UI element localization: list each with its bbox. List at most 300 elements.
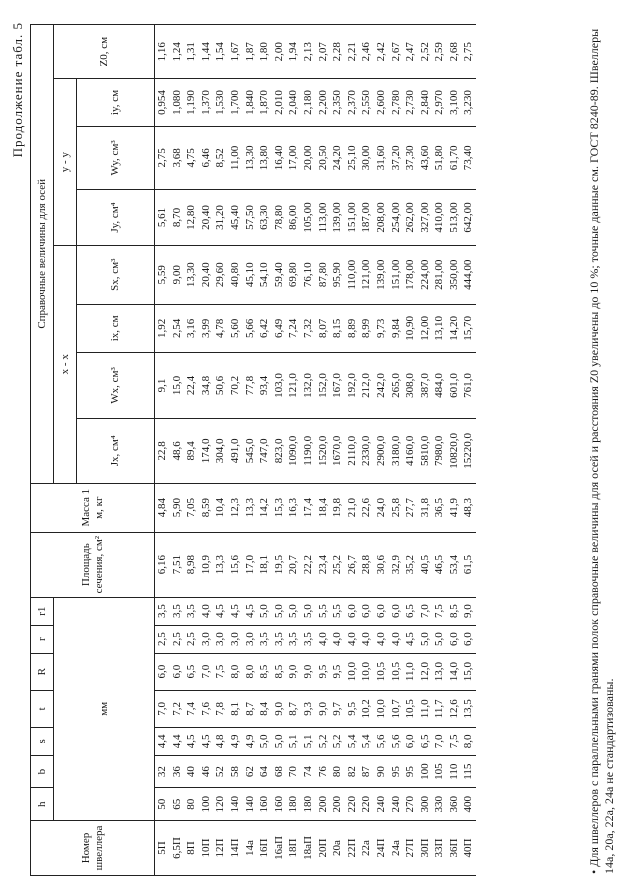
table-cell: 6,0 — [374, 597, 389, 625]
table-cell: 22,2 — [301, 532, 316, 597]
table-cell: 2330,0 — [359, 418, 374, 483]
header-area: Площадь сечения, см² — [31, 532, 155, 597]
table-cell: 10,5 — [403, 690, 418, 727]
table-cell: 2,550 — [359, 79, 374, 126]
table-cell: 350,00 — [447, 245, 462, 304]
header-t: t — [31, 690, 54, 727]
table-cell: 80 — [330, 755, 345, 788]
table-cell: 4,5 — [199, 727, 214, 755]
table-cell: 1,80 — [257, 25, 272, 79]
table-cell: 151,00 — [389, 245, 404, 304]
table-cell: 10,5 — [374, 653, 389, 690]
table-cell: 8,4 — [257, 690, 272, 727]
table-cell: 10,0 — [345, 653, 360, 690]
table-cell: 10,5 — [389, 653, 404, 690]
table-cell: 10,2 — [359, 690, 374, 727]
table-cell: 121,00 — [359, 245, 374, 304]
table-cell: 58 — [228, 755, 243, 788]
table-cell: 5П — [155, 821, 170, 876]
table-cell: 76,10 — [301, 245, 316, 304]
table-cell: 2,730 — [403, 79, 418, 126]
header-Sx: Sx, см³ — [77, 245, 155, 304]
table-cell: 2,5 — [155, 625, 170, 653]
table-cell: 1670,0 — [330, 418, 345, 483]
table-cell: 1090,0 — [286, 418, 301, 483]
table-cell: 11,0 — [403, 653, 418, 690]
table-cell: 4,0 — [389, 625, 404, 653]
table-cell: 10,90 — [403, 304, 418, 352]
table-cell: 2,780 — [389, 79, 404, 126]
table-cell: 14а — [243, 821, 258, 876]
header-R: R — [31, 653, 54, 690]
table-cell: 139,00 — [330, 190, 345, 246]
table-cell: 18аП — [301, 821, 316, 876]
table-row — [199, 25, 214, 876]
table-cell: 29,60 — [213, 245, 228, 304]
table-cell: 46 — [199, 755, 214, 788]
table-cell: 240 — [374, 788, 389, 821]
table-cell: 16,40 — [272, 126, 287, 190]
table-cell: 13,10 — [432, 304, 447, 352]
table-cell: 220 — [345, 788, 360, 821]
table-cell: 6,5 — [418, 727, 433, 755]
table-cell: 8,5 — [272, 653, 287, 690]
table-cell: 11,00 — [228, 126, 243, 190]
table-cell: 12,80 — [184, 190, 199, 246]
table-cell: 20П — [316, 821, 331, 876]
table-cell: 4,0 — [359, 625, 374, 653]
header-Wy: Wy, см³ — [77, 126, 155, 190]
table-cell: 82 — [345, 755, 360, 788]
table-cell: 8,15 — [330, 304, 345, 352]
table-cell: 6,0 — [155, 653, 170, 690]
table-cell: 8,0 — [228, 653, 243, 690]
table-cell: 13,30 — [184, 245, 199, 304]
table-cell: 46,5 — [432, 532, 447, 597]
table-cell: 2,68 — [447, 25, 462, 79]
table-cell: 30,00 — [359, 126, 374, 190]
table-cell: 327,00 — [418, 190, 433, 246]
table-cell: 87,80 — [316, 245, 331, 304]
table-cell: 7,2 — [170, 690, 185, 727]
table-cell: 14П — [228, 821, 243, 876]
table-cell: 4,9 — [228, 727, 243, 755]
table-cell: 281,00 — [432, 245, 447, 304]
table-cell: 2,07 — [316, 25, 331, 79]
table-cell: 13,3 — [243, 483, 258, 532]
table-cell: 76 — [316, 755, 331, 788]
table-cell: 9,5 — [330, 653, 345, 690]
table-cell: 14,0 — [447, 653, 462, 690]
table-cell: 5,0 — [301, 597, 316, 625]
table-cell: 5,0 — [286, 597, 301, 625]
table-cell: 4160,0 — [403, 418, 418, 483]
table-cell: 2,200 — [316, 79, 331, 126]
table-cell: 1,44 — [199, 25, 214, 79]
header-number: Номер швеллера — [31, 821, 155, 876]
table-cell: 4,8 — [213, 727, 228, 755]
table-cell: 5,66 — [243, 304, 258, 352]
header-units-mm: мм — [54, 597, 155, 820]
table-cell: 6,0 — [170, 653, 185, 690]
table-cell: 24а — [389, 821, 404, 876]
table-cell: 8,7 — [243, 690, 258, 727]
table-cell: 8,0 — [461, 727, 476, 755]
table-cell: 1,67 — [228, 25, 243, 79]
table-cell: 3,99 — [199, 304, 214, 352]
table-cell: 160 — [257, 788, 272, 821]
table-cell: 7,0 — [432, 727, 447, 755]
table-cell: 140 — [228, 788, 243, 821]
table-cell: 9,0 — [301, 653, 316, 690]
table-cell: 2,13 — [301, 25, 316, 79]
table-cell: 32,9 — [389, 532, 404, 597]
table-cell: 2,600 — [374, 79, 389, 126]
table-cell: 139,00 — [374, 245, 389, 304]
table-cell: 10,0 — [374, 690, 389, 727]
table-cell: 48,6 — [170, 418, 185, 483]
table-cell: 300 — [418, 788, 433, 821]
table-cell: 9,0 — [316, 690, 331, 727]
table-cell: 1,190 — [184, 79, 199, 126]
table-cell: 31,60 — [374, 126, 389, 190]
table-cell: 360 — [447, 788, 462, 821]
table-cell: 1,700 — [228, 79, 243, 126]
header-b: b — [31, 755, 54, 788]
table-cell: 9,0 — [461, 597, 476, 625]
table-cell: 3,5 — [257, 625, 272, 653]
table-cell: 17,00 — [286, 126, 301, 190]
table-cell: 4,0 — [374, 625, 389, 653]
table-cell: 3,5 — [301, 625, 316, 653]
table-cell: 5,1 — [301, 727, 316, 755]
table-cell: 5,0 — [257, 597, 272, 625]
table-cell: 36,5 — [432, 483, 447, 532]
table-cell: 4,4 — [155, 727, 170, 755]
table-cell: 3,5 — [272, 625, 287, 653]
table-cell: 4,4 — [170, 727, 185, 755]
table-cell: 444,00 — [461, 245, 476, 304]
header-z0: Z0, см — [54, 25, 155, 79]
table-cell: 6,5 — [403, 597, 418, 625]
table-row — [330, 25, 345, 876]
table-cell: 5,0 — [257, 727, 272, 755]
table-cell: 103,0 — [272, 352, 287, 418]
header-r1: r1 — [31, 597, 54, 625]
table-cell: 2,75 — [155, 126, 170, 190]
table-cell: 6,0 — [447, 625, 462, 653]
table-cell: 3,0 — [228, 625, 243, 653]
table-cell: 50,6 — [213, 352, 228, 418]
table-cell: 2,5 — [184, 625, 199, 653]
table-cell: 5,60 — [228, 304, 243, 352]
table-cell: 823,0 — [272, 418, 287, 483]
table-cell: 8,0 — [243, 653, 258, 690]
table-cell: 642,00 — [461, 190, 476, 246]
table-cell: 2,840 — [418, 79, 433, 126]
table-cell: 2,47 — [403, 25, 418, 79]
table-cell: 40,5 — [418, 532, 433, 597]
table-cell: 4,5 — [243, 597, 258, 625]
table-row — [184, 25, 199, 876]
table-cell: 1,870 — [257, 79, 272, 126]
table-cell: 7,4 — [184, 690, 199, 727]
table-cell: 74 — [301, 755, 316, 788]
table-cell: 6,0 — [359, 597, 374, 625]
table-cell: 174,0 — [199, 418, 214, 483]
header-axis-x: x - x — [54, 245, 77, 483]
table-cell: 95,90 — [330, 245, 345, 304]
header-reference-values: Справочные величины для осей — [31, 25, 54, 484]
table-cell: 54,10 — [257, 245, 272, 304]
table-row — [345, 25, 360, 876]
header-ix: ix, см — [77, 304, 155, 352]
table-cell: 3,0 — [213, 625, 228, 653]
table-cell: 4,0 — [199, 597, 214, 625]
table-cell: 7,0 — [199, 653, 214, 690]
table-cell: 15,70 — [461, 304, 476, 352]
table-cell: 20а — [330, 821, 345, 876]
table-cell: 160 — [272, 788, 287, 821]
table-cell: 121,0 — [286, 352, 301, 418]
table-cell: 2,010 — [272, 79, 287, 126]
table-cell: 2,46 — [359, 25, 374, 79]
table-cell: 53,4 — [447, 532, 462, 597]
table-cell: 10,9 — [199, 532, 214, 597]
table-cell: 20,40 — [199, 245, 214, 304]
table-cell: 2,75 — [461, 25, 476, 79]
table-cell: 34,8 — [199, 352, 214, 418]
table-cell: 18П — [286, 821, 301, 876]
table-cell: 11,7 — [432, 690, 447, 727]
table-cell: 7,0 — [155, 690, 170, 727]
table-cell: 3,68 — [170, 126, 185, 190]
table-cell: 22П — [345, 821, 360, 876]
table-cell: 2,350 — [330, 79, 345, 126]
table-cell: 9,1 — [155, 352, 170, 418]
table-cell: 5,61 — [155, 190, 170, 246]
table-row — [461, 25, 476, 876]
table-cell: 400 — [461, 788, 476, 821]
table-cell: 5,0 — [432, 625, 447, 653]
table-cell: 25,2 — [330, 532, 345, 597]
table-cell: 410,00 — [432, 190, 447, 246]
table-cell: 220 — [359, 788, 374, 821]
table-cell: 110 — [447, 755, 462, 788]
table-cell: 8,1 — [228, 690, 243, 727]
table-cell: 6,49 — [272, 304, 287, 352]
table-cell: 2,370 — [345, 79, 360, 126]
table-cell: 6,42 — [257, 304, 272, 352]
table-cell: 6,0 — [461, 625, 476, 653]
table-cell: 254,00 — [389, 190, 404, 246]
table-cell: 7,5 — [447, 727, 462, 755]
table-cell: 22,8 — [155, 418, 170, 483]
table-cell: 12П — [213, 821, 228, 876]
header-mass: Масса 1 м, кг — [31, 483, 155, 532]
table-cell: 52 — [213, 755, 228, 788]
table-cell: 9,7 — [330, 690, 345, 727]
table-cell: 95 — [389, 755, 404, 788]
table-cell: 37,30 — [403, 126, 418, 190]
table-cell: 2,28 — [330, 25, 345, 79]
table-cell: 167,0 — [330, 352, 345, 418]
table-cell: 12,3 — [228, 483, 243, 532]
table-cell: 61,70 — [447, 126, 462, 190]
table-cell: 15,6 — [228, 532, 243, 597]
table-cell: 10,7 — [389, 690, 404, 727]
table-cell: 105 — [432, 755, 447, 788]
table-row — [213, 25, 228, 876]
table-cell: 10820,0 — [447, 418, 462, 483]
table-cell: 9,5 — [316, 653, 331, 690]
table-cell: 5810,0 — [418, 418, 433, 483]
table-cell: 13,30 — [243, 126, 258, 190]
table-cell: 26,7 — [345, 532, 360, 597]
table-cell: 20,7 — [286, 532, 301, 597]
table-cell: 2,5 — [170, 625, 185, 653]
table-cell: 3,5 — [184, 597, 199, 625]
table-cell: 9,0 — [272, 690, 287, 727]
table-cell: 2900,0 — [374, 418, 389, 483]
table-cell: 178,00 — [403, 245, 418, 304]
table-cell: 5,4 — [359, 727, 374, 755]
table-cell: 30,6 — [374, 532, 389, 597]
table-cell: 45,10 — [243, 245, 258, 304]
table-cell: 16П — [257, 821, 272, 876]
table-cell: 6,5 — [184, 653, 199, 690]
table-cell: 5,5 — [330, 597, 345, 625]
table-cell: 1,31 — [184, 25, 199, 79]
table-cell: 18,1 — [257, 532, 272, 597]
table-cell: 4,84 — [155, 483, 170, 532]
table-cell: 200 — [330, 788, 345, 821]
table-row — [272, 25, 287, 876]
table-cell: 151,00 — [345, 190, 360, 246]
table-cell: 61,5 — [461, 532, 476, 597]
table-cell: 180 — [301, 788, 316, 821]
table-cell: 70 — [286, 755, 301, 788]
table-cell: 212,0 — [359, 352, 374, 418]
table-cell: 1,24 — [170, 25, 185, 79]
table-cell: 484,0 — [432, 352, 447, 418]
table-cell: 187,00 — [359, 190, 374, 246]
table-cell: 6,46 — [199, 126, 214, 190]
table-row — [374, 25, 389, 876]
table-cell: 15,0 — [170, 352, 185, 418]
table-cell: 78,80 — [272, 190, 287, 246]
table-cell: 20,40 — [199, 190, 214, 246]
table-cell: 13,0 — [432, 653, 447, 690]
table-cell: 16,3 — [286, 483, 301, 532]
table-cell: 5,6 — [389, 727, 404, 755]
table-cell: 15,3 — [272, 483, 287, 532]
table-cell: 5,0 — [272, 727, 287, 755]
table-cell: 2,67 — [389, 25, 404, 79]
table-cell: 14,2 — [257, 483, 272, 532]
table-cell: 95 — [403, 755, 418, 788]
table-cell: 7,0 — [418, 597, 433, 625]
table-cell: 9,5 — [345, 690, 360, 727]
table-cell: 7,5 — [213, 653, 228, 690]
table-cell: 2,00 — [272, 25, 287, 79]
table-cell: 19,5 — [272, 532, 287, 597]
table-row — [155, 25, 170, 876]
table-cell: 6,0 — [403, 727, 418, 755]
table-cell: 17,4 — [301, 483, 316, 532]
table-row — [418, 25, 433, 876]
table-cell: 5,1 — [286, 727, 301, 755]
table-row — [286, 25, 301, 876]
table-cell: 7,8 — [213, 690, 228, 727]
footnote: • Для швеллеров с параллельными гранями полок справочные величины для осей и расстояния Z0 увеличены до 10 %; точные данные см. ГОСТ 8240-89. Швеллеры 14а, 20а, 22а, 24а не стандартизованы. — [587, 28, 616, 874]
table-cell: 24П — [374, 821, 389, 876]
table-cell: 3,5 — [286, 625, 301, 653]
table-cell: 152,0 — [316, 352, 331, 418]
table-cell: 113,00 — [316, 190, 331, 246]
table-cell: 387,0 — [418, 352, 433, 418]
table-cell: 4,5 — [228, 597, 243, 625]
table-cell: 51,80 — [432, 126, 447, 190]
table-cell: 1520,0 — [316, 418, 331, 483]
table-cell: 8,70 — [170, 190, 185, 246]
table-cell: 73,40 — [461, 126, 476, 190]
table-cell: 50 — [155, 788, 170, 821]
table-cell: 2,54 — [170, 304, 185, 352]
table-cell: 100 — [418, 755, 433, 788]
table-cell: 132,0 — [301, 352, 316, 418]
table-cell: 200 — [316, 788, 331, 821]
table-cell: 7,32 — [301, 304, 316, 352]
table-cell: 70,2 — [228, 352, 243, 418]
table-cell: 8,5 — [257, 653, 272, 690]
table-cell: 100 — [199, 788, 214, 821]
table-cell: 4,5 — [213, 597, 228, 625]
table-cell: 304,0 — [213, 418, 228, 483]
table-cell: 22,6 — [359, 483, 374, 532]
table-cell: 747,0 — [257, 418, 272, 483]
table-cell: 24,20 — [330, 126, 345, 190]
table-row — [170, 25, 185, 876]
table-cell: 24,0 — [374, 483, 389, 532]
table-cell: 13,5 — [461, 690, 476, 727]
table-cell: 48,3 — [461, 483, 476, 532]
table-cell: 36П — [447, 821, 462, 876]
table-cell: 208,00 — [374, 190, 389, 246]
table-cell: 12,0 — [418, 653, 433, 690]
header-r: r — [31, 625, 54, 653]
table-cell: 22,4 — [184, 352, 199, 418]
table-cell: 8,98 — [184, 532, 199, 597]
table-cell: 265,0 — [389, 352, 404, 418]
table-cell: 28,8 — [359, 532, 374, 597]
header-Wx: Wx, см³ — [77, 352, 155, 418]
table-cell: 80 — [184, 788, 199, 821]
table-body — [155, 25, 477, 876]
table-cell: 15220,0 — [461, 418, 476, 483]
table-cell: 27,7 — [403, 483, 418, 532]
header-s: s — [31, 727, 54, 755]
table-cell: 77,8 — [243, 352, 258, 418]
table-cell: 761,0 — [461, 352, 476, 418]
table-cell: 2,59 — [432, 25, 447, 79]
table-cell: 13,80 — [257, 126, 272, 190]
table-cell: 7,5 — [432, 597, 447, 625]
table-cell: 18,4 — [316, 483, 331, 532]
table-cell: 115 — [461, 755, 476, 788]
table-cell: 3,230 — [461, 79, 476, 126]
header-iy: iy, см — [77, 79, 155, 126]
